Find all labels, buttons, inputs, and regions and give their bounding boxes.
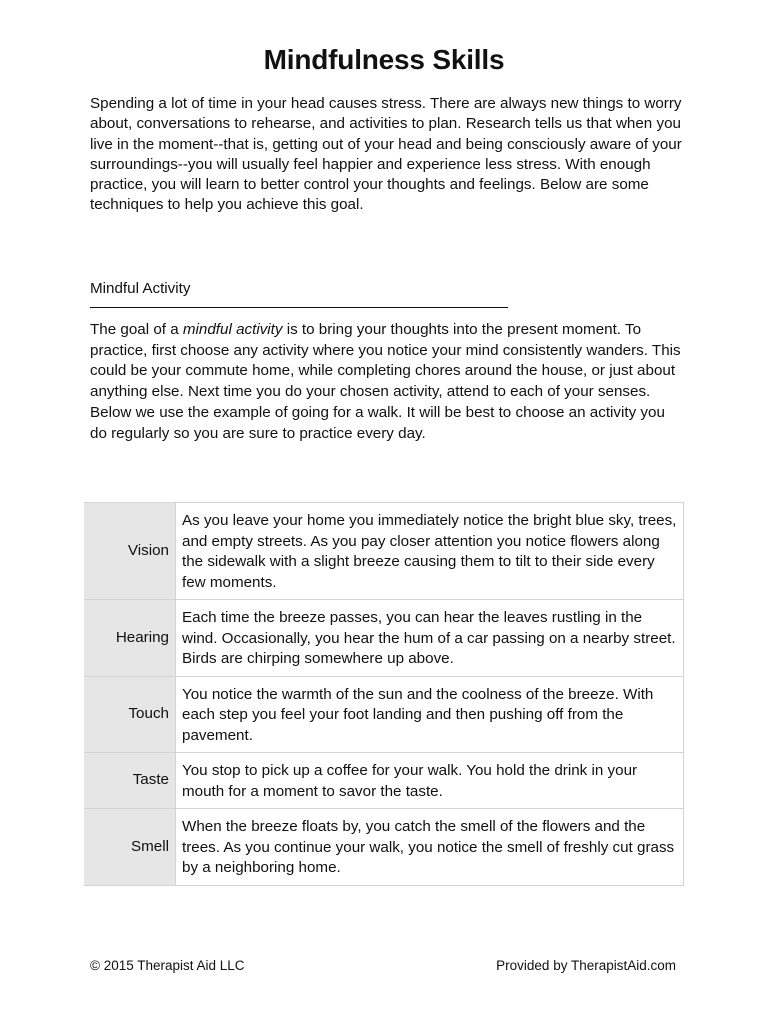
table-row [84, 600, 684, 677]
sense-label-vision: Vision [84, 503, 176, 600]
sense-label-touch: Touch [84, 676, 176, 753]
sense-description-touch: You notice the warmth of the sun and the coolness of the breeze. With each step you feel your foot landing and then pushing off from the pavement. [176, 676, 684, 753]
footer-copyright: © 2015 Therapist Aid LLC [90, 958, 245, 973]
table-row [84, 503, 684, 600]
table-row [84, 676, 684, 753]
activity-paragraph [90, 320, 682, 444]
sense-label-taste: Taste [84, 753, 176, 809]
sense-description-smell: When the breeze floats by, you catch the smell of the flowers and the trees. As you continue your walk, you notice the smell of freshly cut grass by a neighboring home. [176, 809, 684, 886]
senses-table [84, 502, 684, 886]
footer-provided-by: Provided by TherapistAid.com [496, 958, 676, 973]
sense-description-vision: As you leave your home you immediately notice the bright blue sky, trees, and empty streets. As you pay closer attention you notice flowers along the sidewalk with a slight breeze causing them to tilt to their side every few moments. [176, 503, 684, 600]
intro-paragraph: Spending a lot of time in your head causes stress. There are always new things to worry about, conversations to rehearse, and activities to plan. Research tells us that when you live in the moment--that is, getting out of your head and being consciously aware of your surroundings--you will usually feel happier and experience less stress. With enough practice, you will learn to better control your thoughts and feelings. Below are some techniques to help you achieve this goal. [90, 95, 682, 214]
sense-label-hearing: Hearing [84, 600, 176, 677]
activity-text-after: is to bring your thoughts into the present moment. To practice, first choose any activity where you notice your mind consistently wanders. This could be your commute home, while completing chores around the house, or just about anything else. Next time you do your chosen activity, attend to each of your senses. Below we use the example of going for a walk. It will be best to choose an activity you do regularly so you are sure to practice every day. [90, 321, 681, 442]
sense-label-smell: Smell [84, 809, 176, 886]
section-divider [90, 307, 508, 308]
activity-text-emphasis: mindful activity [182, 321, 283, 338]
sense-description-taste: You stop to pick up a coffee for your walk. You hold the drink in your mouth for a moment to savor the taste. [176, 753, 684, 809]
table-row [84, 809, 684, 886]
page-title: Mindfulness Skills [263, 44, 505, 75]
activity-text-before: The goal of a [90, 321, 183, 338]
table-row [84, 753, 684, 809]
sense-description-hearing: Each time the breeze passes, you can hear the leaves rustling in the wind. Occasionally, you hear the hum of a car passing on a nearby street. Birds are chirping somewhere up above. [176, 600, 684, 677]
section-heading: Mindful Activity [90, 280, 191, 297]
